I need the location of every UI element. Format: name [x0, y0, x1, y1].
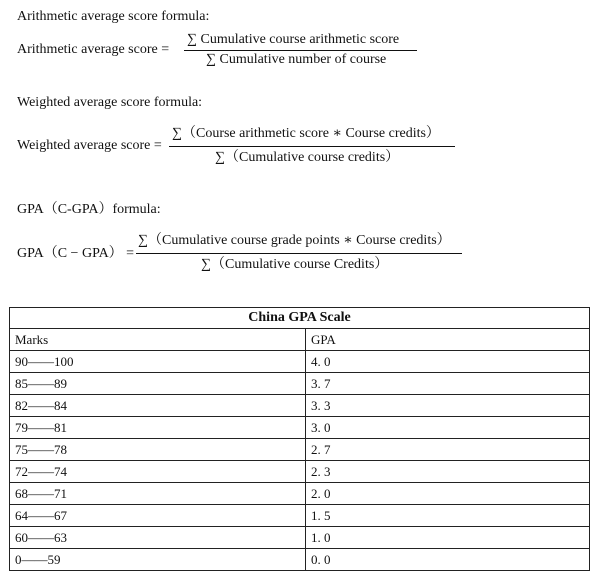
- arithmetic-formula-numerator: ∑ Cumulative course arithmetic score: [187, 32, 400, 47]
- gpa-cell: 1. 0: [306, 527, 590, 549]
- table-row: [10, 549, 590, 571]
- weighted-formula-denominator: ∑（Cumulative course credits）: [215, 150, 400, 165]
- gpa-cell: 4. 0: [306, 351, 590, 373]
- gpa-cell: 0. 0: [306, 549, 590, 571]
- table-row: [10, 417, 590, 439]
- gpa-cell: 2. 0: [306, 483, 590, 505]
- table-row: [10, 439, 590, 461]
- table-title-row: [10, 308, 590, 329]
- gpa-formula-heading: GPA（C-GPA）formula:: [17, 202, 161, 217]
- table-header-row: [10, 329, 590, 351]
- gpa-formula-numerator: ∑（Cumulative course grade points ∗ Course credits）: [138, 233, 451, 248]
- table-title: China GPA Scale: [10, 308, 590, 329]
- gpa-scale-table: [9, 307, 590, 571]
- table-row: [10, 527, 590, 549]
- table-row: [10, 505, 590, 527]
- gpa-formula-denominator: ∑（Cumulative course Credits）: [201, 257, 389, 272]
- marks-cell: 64——67: [10, 505, 306, 527]
- table-row: [10, 373, 590, 395]
- gpa-formula-lhs: GPA（C − GPA） =: [17, 246, 135, 261]
- gpa-fraction-bar: [136, 253, 462, 254]
- table-row: [10, 395, 590, 417]
- gpa-cell: 2. 7: [306, 439, 590, 461]
- gpa-cell: 3. 0: [306, 417, 590, 439]
- arithmetic-formula-lhs: Arithmetic average score =: [17, 42, 170, 57]
- column-header-gpa: GPA: [306, 329, 590, 351]
- weighted-formula-heading: Weighted average score formula:: [17, 95, 203, 110]
- gpa-cell: 3. 7: [306, 373, 590, 395]
- gpa-cell: 1. 5: [306, 505, 590, 527]
- weighted-fraction-bar: [169, 146, 455, 147]
- marks-cell: 85——89: [10, 373, 306, 395]
- marks-cell: 90——100: [10, 351, 306, 373]
- table-row: [10, 461, 590, 483]
- gpa-cell: 2. 3: [306, 461, 590, 483]
- arithmetic-fraction-bar: [184, 50, 417, 51]
- weighted-formula-numerator: ∑（Course arithmetic score ∗ Course credits）: [172, 126, 440, 141]
- table-row: [10, 351, 590, 373]
- gpa-cell: 3. 3: [306, 395, 590, 417]
- column-header-marks: Marks: [10, 329, 306, 351]
- arithmetic-formula-denominator: ∑ Cumulative number of course: [206, 52, 387, 67]
- marks-cell: 82——84: [10, 395, 306, 417]
- marks-cell: 0——59: [10, 549, 306, 571]
- marks-cell: 68——71: [10, 483, 306, 505]
- marks-cell: 60——63: [10, 527, 306, 549]
- marks-cell: 72——74: [10, 461, 306, 483]
- weighted-formula-lhs: Weighted average score =: [17, 138, 162, 153]
- marks-cell: 75——78: [10, 439, 306, 461]
- table-row: [10, 483, 590, 505]
- marks-cell: 79——81: [10, 417, 306, 439]
- arithmetic-formula-heading: Arithmetic average score formula:: [17, 9, 210, 24]
